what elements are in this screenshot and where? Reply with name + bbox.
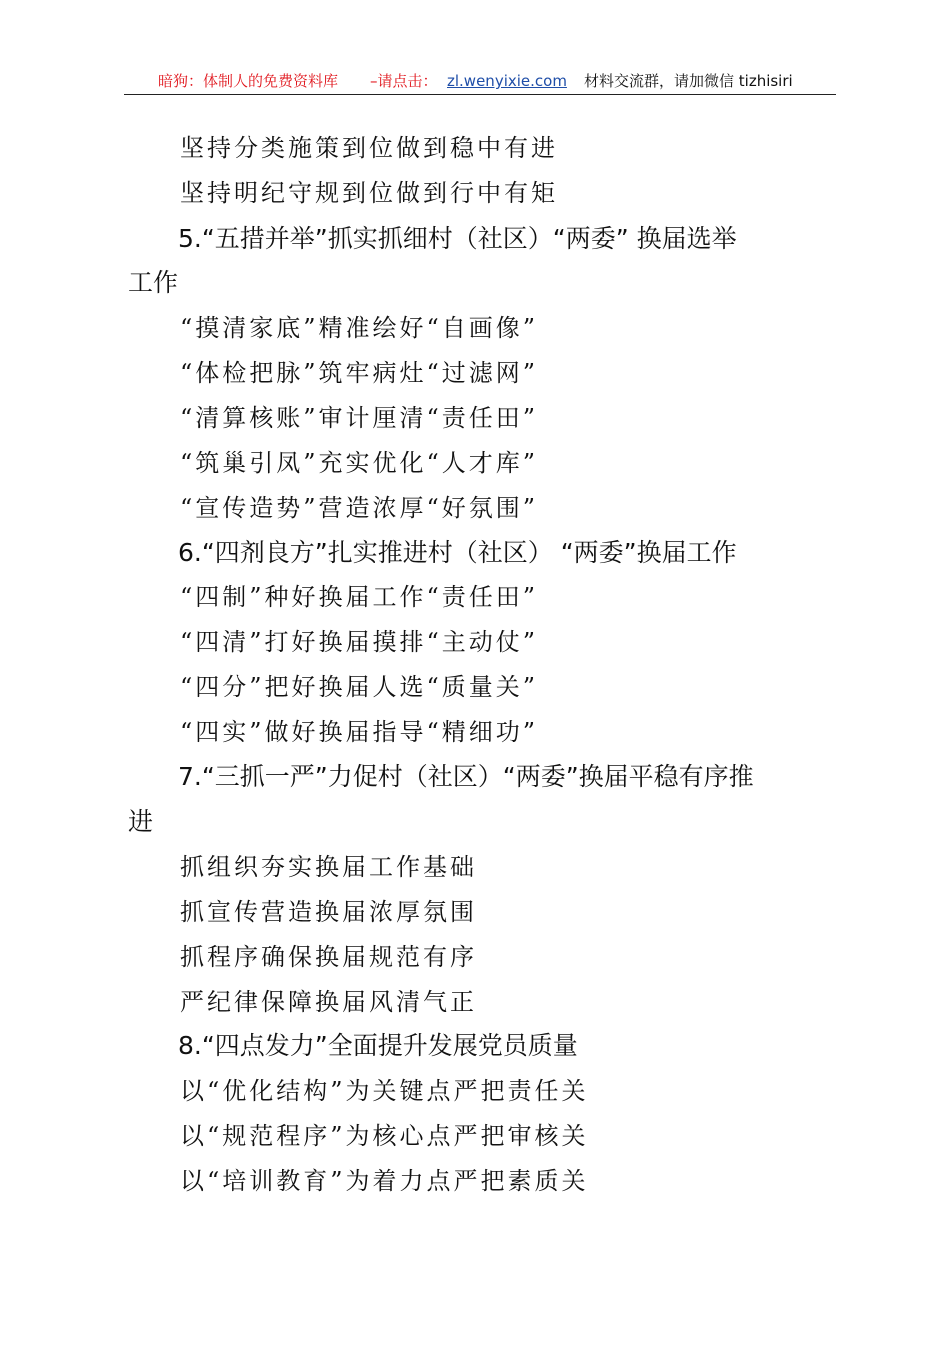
- body-line: “四实”做好换届指导“精细功”: [180, 718, 539, 746]
- header-site-name: 暗狗：体制人的免费资料库: [158, 72, 339, 90]
- section-heading-continued: 进: [128, 807, 154, 836]
- body-line: “四清”打好换届摸排“主动仗”: [180, 628, 539, 656]
- body-line: “清算核账”审计厘清“责任田”: [180, 404, 539, 432]
- body-line: 以“规范程序”为核心点严把审核关: [180, 1122, 589, 1150]
- section-heading: 6.“四剂良方”扎实推进村（社区） “两委”换届工作: [178, 538, 737, 567]
- body-line: 抓程序确保换届规范有序: [180, 943, 477, 971]
- body-line: “摸清家底”精准绘好“自画像”: [180, 314, 539, 342]
- section-heading: 5.“五措并举”抓实抓细村（社区）“两委” 换届选举: [178, 224, 737, 253]
- body-line: 抓宣传营造换届浓厚氛围: [180, 898, 477, 926]
- body-line: 坚持明纪守规到位做到行中有矩: [180, 179, 558, 207]
- body-line: 严纪律保障换届风清气正: [180, 988, 477, 1016]
- body-line: “四制”种好换届工作“责任田”: [180, 583, 539, 611]
- body-line: “体检把脉”筑牢病灶“过滤网”: [180, 359, 539, 387]
- header-link[interactable]: zl.wenyixie.com: [447, 72, 567, 90]
- body-line: 以“优化结构”为关键点严把责任关: [180, 1077, 589, 1105]
- header-click-prompt: –请点击：: [370, 72, 438, 90]
- body-line: “筑巢引凤”充实优化“人才库”: [180, 449, 539, 477]
- header-wechat-note: 材料交流群，请加微信 tizhisiri: [584, 72, 793, 90]
- body-line: “宣传造势”营造浓厚“好氛围”: [180, 494, 539, 522]
- body-line: 抓组织夯实换届工作基础: [180, 853, 477, 881]
- body-line: “四分”把好换届人选“质量关”: [180, 673, 539, 701]
- section-heading: 8.“四点发力”全面提升发展党员质量: [178, 1031, 578, 1060]
- page-header: [124, 68, 836, 95]
- section-heading: 7.“三抓一严”力促村（社区）“两委”换届平稳有序推: [178, 762, 754, 791]
- body-line: 坚持分类施策到位做到稳中有进: [180, 134, 558, 162]
- body-line: 以“培训教育”为着力点严把素质关: [180, 1167, 589, 1195]
- section-heading-continued: 工作: [128, 268, 179, 297]
